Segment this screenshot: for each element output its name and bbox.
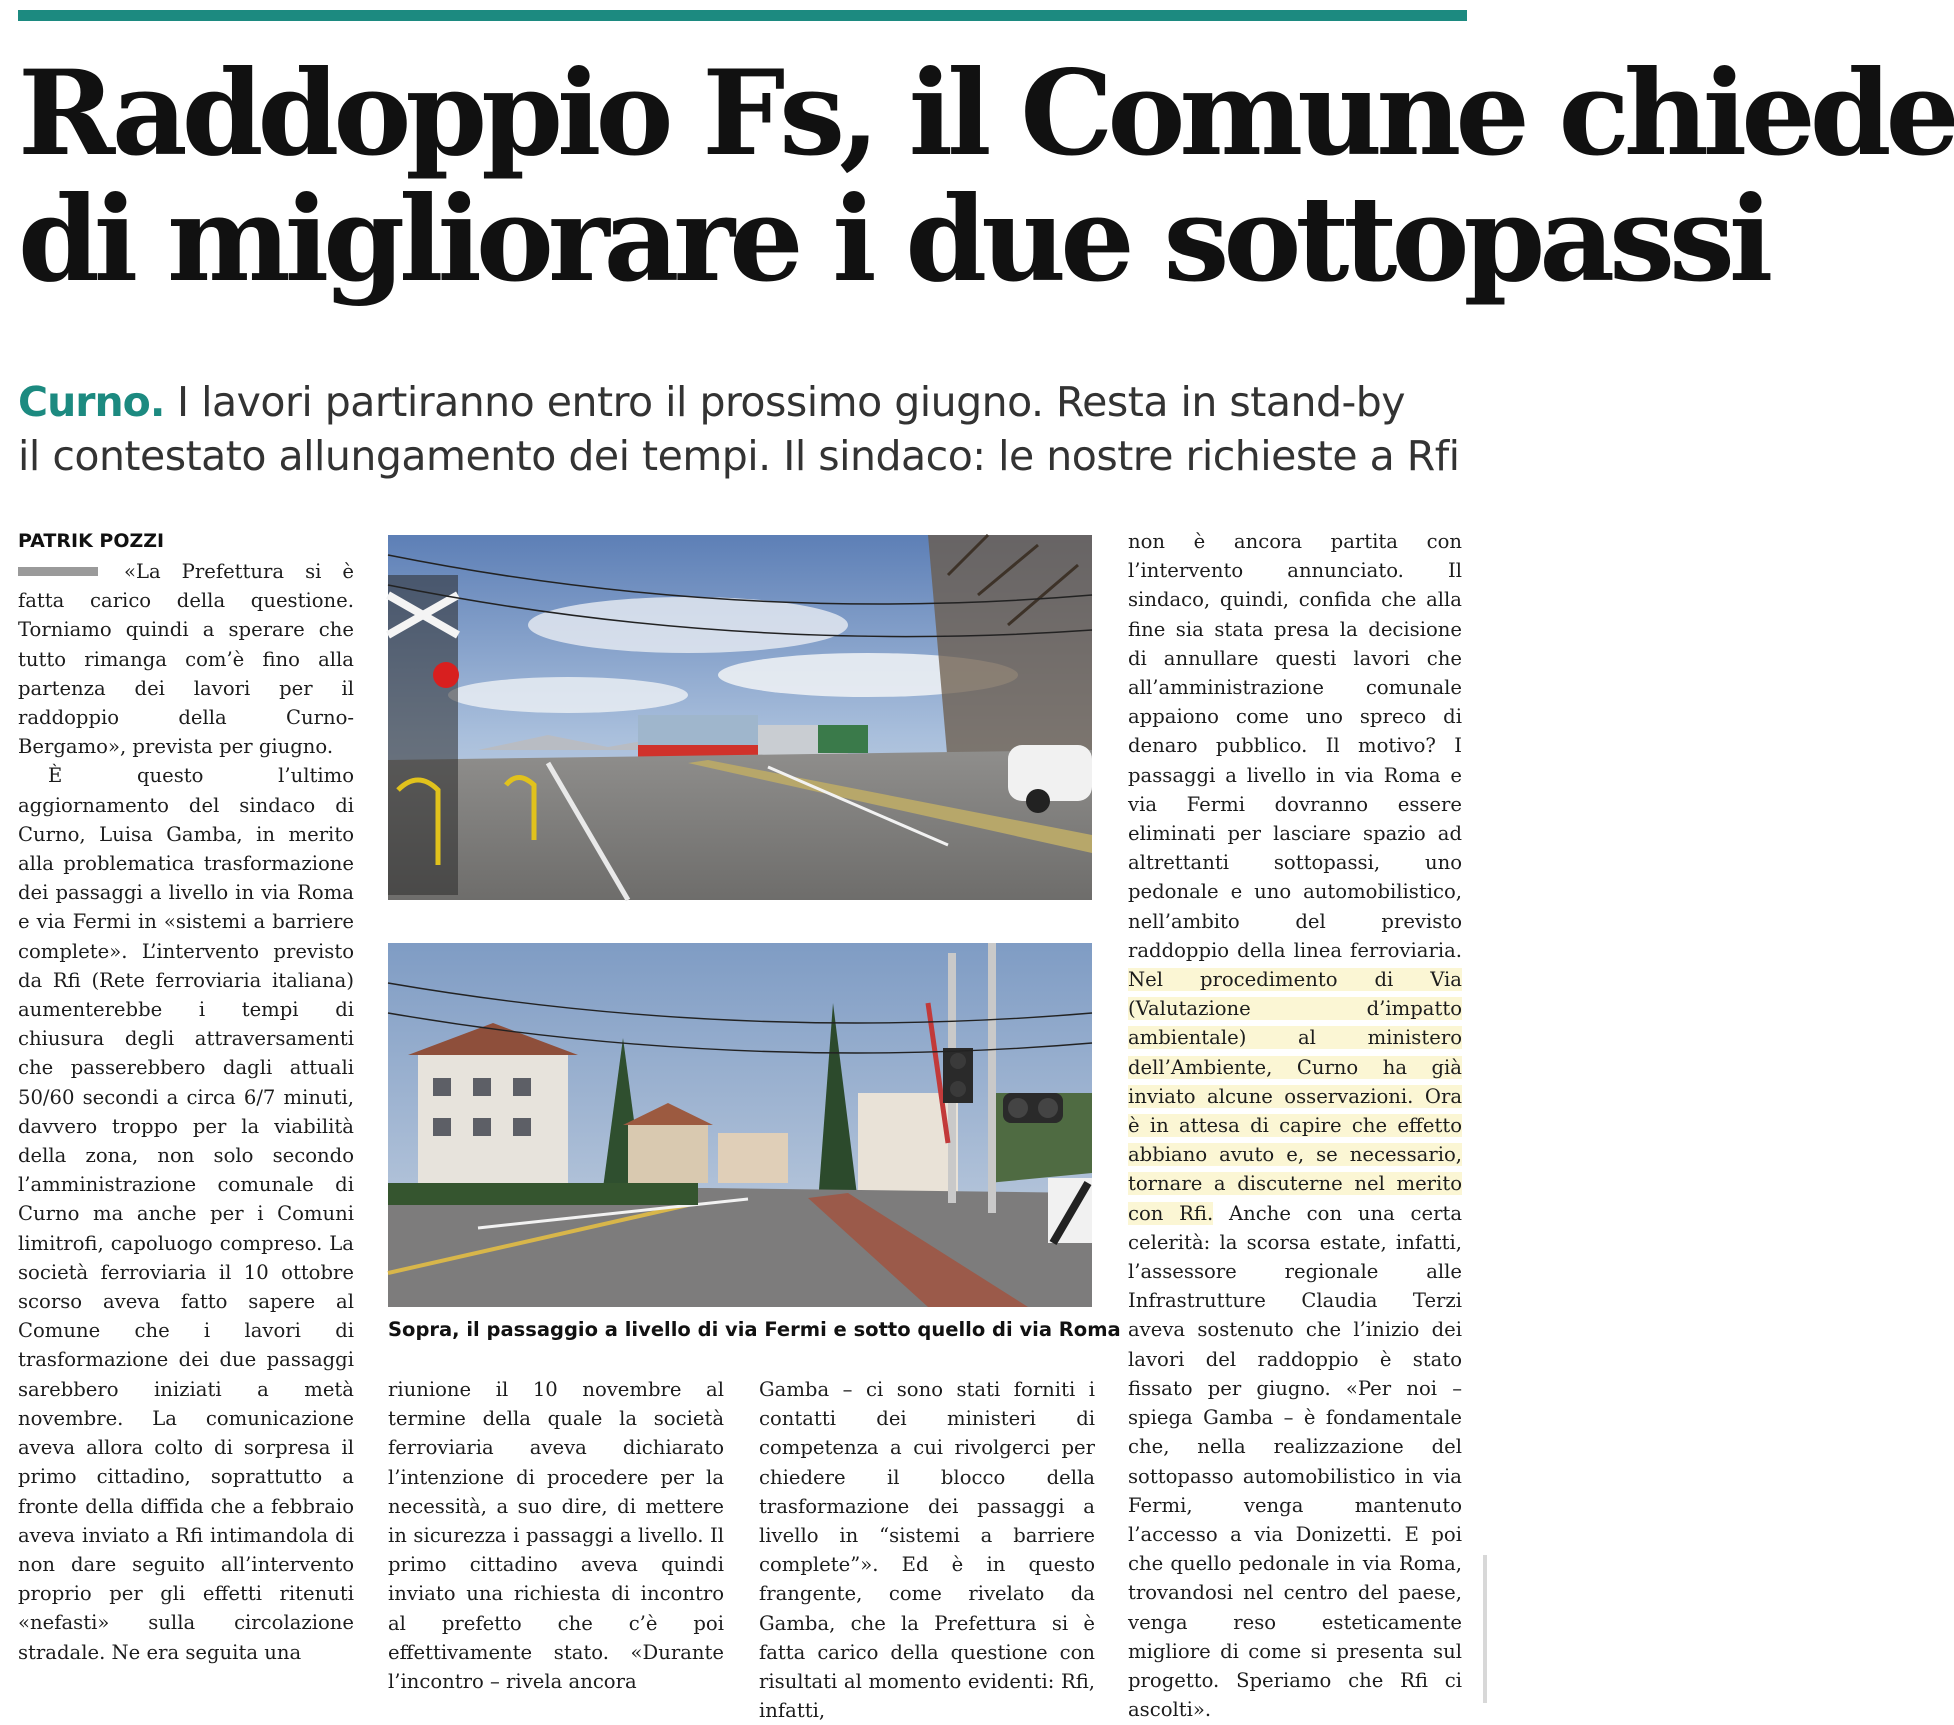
top-accent-bar [18, 10, 1467, 21]
headline [18, 44, 1954, 308]
kicker-location: Curno. [18, 378, 165, 426]
page-edge-mark [1483, 1555, 1487, 1703]
paragraph-col4 [1128, 527, 1462, 1724]
photo-via-roma [388, 943, 1092, 1307]
photo-via-fermi [388, 535, 1092, 900]
paragraph-col2: riunione il 10 novembre al termine della quale la società ferroviaria aveva dichiarato l’intenzione di procedere per la necessità, a suo dire, di mettere in sicurezza i passaggi a livello. Il primo cittadino aveva quindi inviato una richiesta di incontro al prefetto che c’è poi effettivamente stato. «Durante l’incontro – rivela ancora [388, 1378, 724, 1694]
subtitle-line-2: il contestato allungamento dei tempi. Il sindaco: le nostre richieste a Rfi [18, 432, 1460, 480]
column-2 [388, 1375, 724, 1696]
subtitle-line-1 [18, 375, 1478, 429]
paragraph-body: È questo l’ultimo aggiornamento del sindaco di Curno, Luisa Gamba, in merito alla problematica trasformazione dei passaggi a livello in via Roma e via Fermi in «sistemi a barriere complete». L’intervento previsto da Rfi (Rete ferroviaria italiana) aumenterebbe i tempi di chiusura degli attraversamenti che passerebbero dagli attuali 50/60 secondi a circa 6/7 minuti, davvero troppo per la viabilità della zona, non solo secondo l’amministrazione comunale di Curno ma anche per i Comuni limitrofi, capoluogo compreso. La società ferroviaria il 10 ottobre scorso aveva fatto sapere al Comune che i lavori di trasformazione dei due passaggi sarebbero iniziati a metà novembre. La comunicazione aveva allora colto di sorpresa il primo cittadino, soprattutto a fronte della diffida che a febbraio aveva inviato a Rfi intimandola di non dare seguito all’intervento proprio per gli effetti ritenuti «nefasti» sulla circolazione stradale. Ne era seguita una [18, 764, 354, 1664]
author-byline: PATRIK POZZI [18, 530, 165, 552]
paragraph-lead: «La Prefettura si è fatta carico della questione. Torniamo quindi a sperare che tutto rimanga com’è fino alla partenza dei lavori per il raddoppio della Curno-Bergamo», prevista per giugno. [18, 560, 354, 759]
subtitle [18, 375, 1478, 483]
col4-text-start: non è ancora partita con l’intervento annunciato. Il sindaco, quindi, confida che alla fine sia stata presa la decisione di annullare questi lavori che all’amministrazione comunale appaiono come uno spreco di denaro pubblico. Il motivo? I passaggi a livello in via Roma e via Fermi dovranno essere eliminati per lasciare spazio ad altrettanti sottopassi, uno pedonale e uno automobilistico, nell’ambito del previsto raddoppio della linea ferroviaria. [1128, 530, 1462, 962]
photo-caption: Sopra, il passaggio a livello di via Fermi e sotto quello di via Roma [388, 1318, 1121, 1341]
paragraph-col3: Gamba – ci sono stati forniti i contatti dei ministeri di competenza a cui rivolgerci per chiedere il blocco della trasformazione dei passaggi a livello in “sistemi a barriere complete”». Ed è in questo frangente, come rivelato da Gamba, che la Prefettura si è fatta carico della questione con risultati al momento evidenti: Rfi, infatti, [759, 1378, 1095, 1723]
subtitle-text-1: I lavori partiranno entro il prossimo giugno. Resta in stand-by [164, 378, 1406, 426]
column-3 [759, 1375, 1095, 1725]
headline-line-2: di migliorare i due sottopassi [18, 170, 1768, 308]
highlighted-passage: Nel procedimento di Via (Valutazione d’impatto ambientale) al ministero dell’Ambiente, Curno ha già inviato alcune osservazioni. Ora è in attesa di capire che effetto abbiano avuto e, se necessario, tornare a discuterne nel merito con Rfi. [1128, 968, 1462, 1225]
col4-text-end: Anche con una certa celerità: la scorsa estate, infatti, l’assessore regionale alle Infrastrutture Claudia Terzi aveva sostenuto che l’inizio dei lavori del raddoppio è stato fissato per giugno. «Per noi – spiega Gamba – è fondamentale che, nella realizzazione del sottopasso automobilistico in via Fermi, venga mantenuto l’accesso a via Donizetti. E poi che quello pedonale in via Roma, trovandosi nel centro del paese, venga reso esteticamente migliore di come si presenta sul progetto. Speriamo che Rfi ci ascolti». [1128, 1201, 1462, 1722]
column-1 [18, 557, 354, 1667]
headline-line-1: Raddoppio Fs, il Comune chiede [18, 44, 1954, 182]
column-4 [1128, 527, 1462, 1724]
